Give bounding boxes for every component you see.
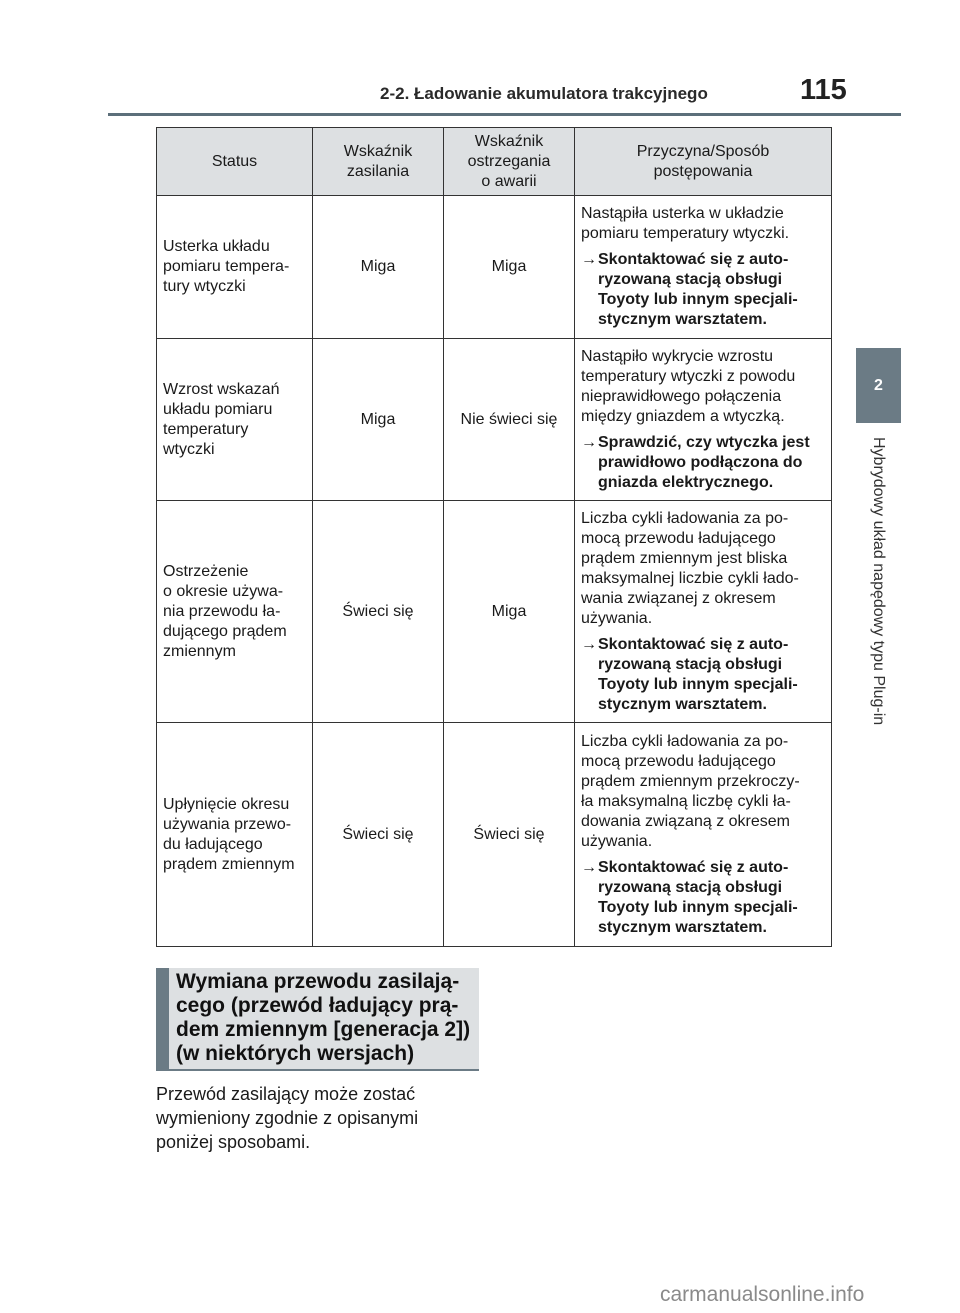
action-text: Sprawdzić, czy wtyczka jest prawidłowo podłączona do gniazda elektrycznego. bbox=[598, 433, 810, 491]
cause-cell bbox=[575, 196, 832, 339]
header-cause-action bbox=[575, 128, 832, 196]
watermark: carmanualsonline.info bbox=[660, 1283, 865, 1306]
warning-indicator-cell bbox=[444, 339, 575, 501]
action-instruction bbox=[581, 433, 827, 493]
cause-text: Liczba cykli ładowania za po- mocą przewodu ładującego prądem zmiennym przekroczy- ła maksymalną liczbę cykli ła- dowania związaną z okresem używania. bbox=[581, 732, 800, 850]
action-instruction bbox=[581, 250, 827, 330]
warning-indicator-cell bbox=[444, 723, 575, 947]
power-indicator-text: Świeci się bbox=[342, 602, 414, 620]
page-number: 115 bbox=[800, 74, 847, 106]
status-text: Ostrzeżenie o okresie używa- nia przewodu ła- dującego prądem zmiennym bbox=[163, 562, 287, 660]
status-cell bbox=[157, 723, 313, 947]
warning-indicator-text: Nie świeci się bbox=[460, 410, 558, 428]
arrow-icon: → bbox=[581, 433, 597, 451]
action-text: Skontaktować się z auto- ryzowaną stacją obsługi Toyoty lub innym specjali- stycznym warsztatem. bbox=[598, 635, 798, 713]
status-cell bbox=[157, 501, 313, 723]
status-table bbox=[156, 127, 832, 947]
warning-indicator-text: Miga bbox=[491, 258, 527, 275]
power-indicator-cell bbox=[313, 196, 444, 339]
header-divider bbox=[108, 113, 901, 116]
table-row bbox=[157, 339, 832, 501]
power-indicator-text: Świeci się bbox=[342, 825, 414, 843]
table-header-row bbox=[157, 128, 832, 196]
warning-indicator-cell bbox=[444, 501, 575, 723]
header-power-indicator bbox=[313, 128, 444, 196]
header-warning-indicator-text: Wskaźnik ostrzegania o awarii bbox=[467, 132, 551, 190]
header-status-text: Status bbox=[211, 152, 258, 170]
warning-indicator-text: Świeci się bbox=[473, 825, 545, 843]
status-text: Wzrost wskazań układu pomiaru temperatury wtyczki bbox=[163, 380, 280, 458]
section-body-text: Przewód zasilający może zostać wymieniony zgodnie z opisanymi poniżej sposobami. bbox=[156, 1084, 419, 1152]
chapter-tab bbox=[856, 348, 901, 423]
cause-cell bbox=[575, 723, 832, 947]
table-row bbox=[157, 501, 832, 723]
status-text: Upłynięcie okresu używania przewo- du ładującego prądem zmiennym bbox=[163, 795, 295, 873]
warning-indicator-cell bbox=[444, 196, 575, 339]
header-power-indicator-text: Wskaźnik zasilania bbox=[343, 142, 413, 180]
table-row bbox=[157, 723, 832, 947]
cause-cell bbox=[575, 339, 832, 501]
arrow-icon: → bbox=[581, 858, 597, 876]
power-indicator-cell bbox=[313, 501, 444, 723]
status-text: Usterka układu pomiaru tempera- tury wtyczki bbox=[163, 238, 290, 295]
status-cell bbox=[157, 339, 313, 501]
table-row bbox=[157, 196, 832, 339]
action-instruction bbox=[581, 858, 827, 938]
header-warning-indicator bbox=[444, 128, 575, 196]
chapter-side-label: Hybrydowy układ napędowy typu Plug-in bbox=[870, 437, 887, 726]
power-indicator-text: Miga bbox=[360, 258, 396, 275]
header-cause-action-text: Przyczyna/Sposób postępowania bbox=[636, 142, 770, 180]
cause-text: Nastąpiła usterka w układzie pomiaru temperatury wtyczki. bbox=[581, 205, 790, 242]
chapter-tab-number: 2 bbox=[874, 376, 883, 394]
action-text: Skontaktować się z auto- ryzowaną stacją obsługi Toyoty lub innym specjali- stycznym warsztatem. bbox=[598, 251, 798, 328]
cause-text: Liczba cykli ładowania za po- mocą przewodu ładującego prądem zmiennym jest bliska maksymalnej liczbie cykli łado- wania związanej z okresem używania. bbox=[581, 509, 799, 627]
cause-text: Nastąpiło wykrycie wzrostu temperatury wtyczki z powodu nieprawidłowego połączenia między gniazdem a wtyczką. bbox=[581, 347, 796, 425]
section-heading-box bbox=[156, 968, 479, 1071]
status-cell bbox=[157, 196, 313, 339]
action-instruction bbox=[581, 635, 827, 715]
power-indicator-text: Miga bbox=[360, 410, 396, 428]
power-indicator-cell bbox=[313, 339, 444, 501]
action-text: Skontaktować się z auto- ryzowaną stacją obsługi Toyoty lub innym specjali- stycznym warsztatem. bbox=[598, 858, 798, 936]
warning-indicator-text: Miga bbox=[491, 602, 527, 620]
chapter-title: 2-2. Ładowanie akumulatora trakcyjnego bbox=[380, 84, 708, 103]
arrow-icon: → bbox=[581, 635, 597, 653]
arrow-icon: → bbox=[581, 251, 597, 268]
section-heading: Wymiana przewodu zasilają- cego (przewód ładujący prą- dem zmiennym [generacja 2]) (w niektórych wersjach) bbox=[176, 970, 471, 1065]
header-status bbox=[157, 128, 313, 196]
cause-cell bbox=[575, 501, 832, 723]
power-indicator-cell bbox=[313, 723, 444, 947]
